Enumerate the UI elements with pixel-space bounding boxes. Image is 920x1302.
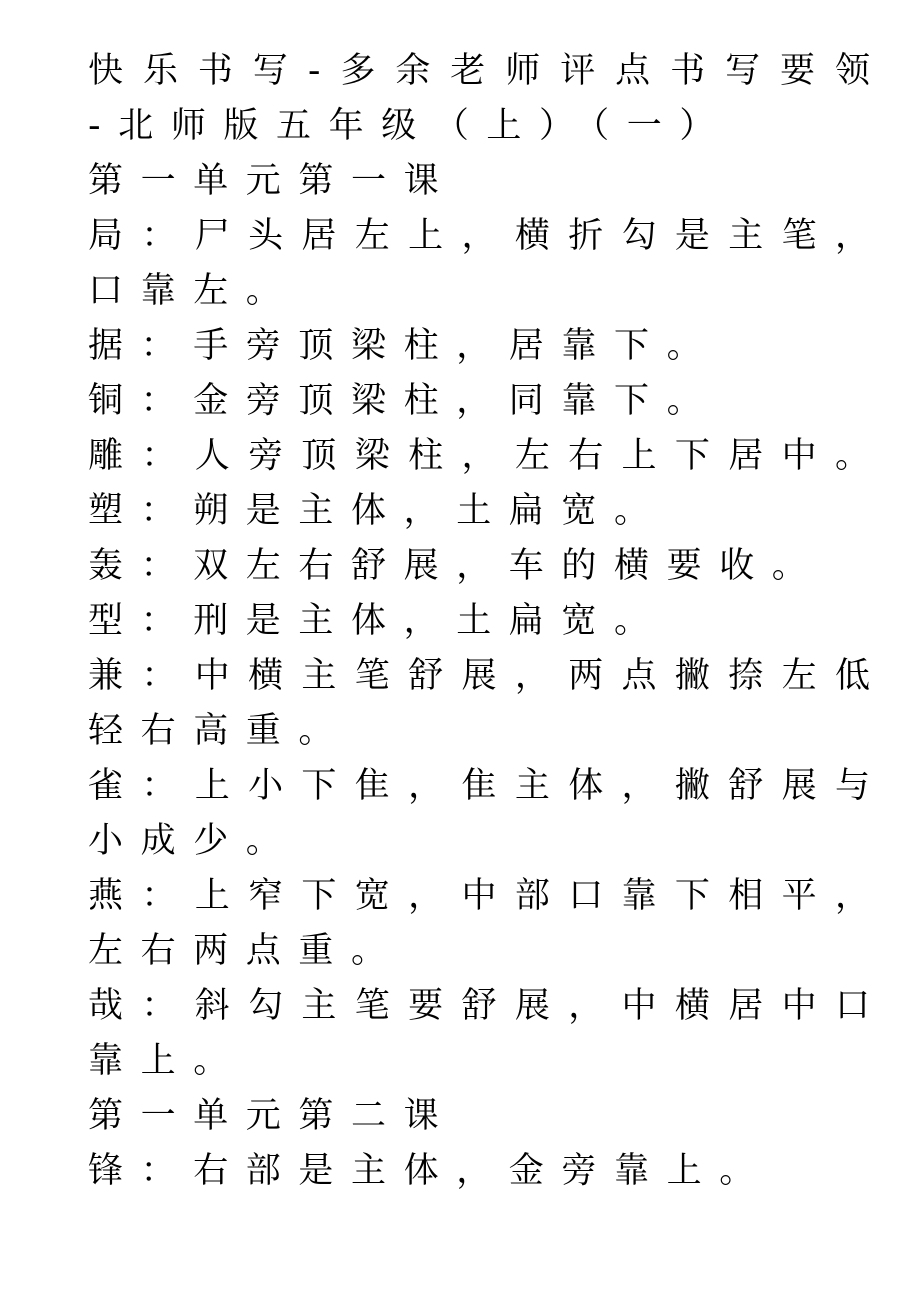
entry-zai-line-1: 哉​：​斜​勾​主​笔​要​舒​展​，​中​横​居​中​口 [88, 986, 870, 1026]
document-title-line-2: -北师版五年级（上）（一） [88, 106, 732, 146]
entry-diao: 雕​：​人​旁​顶​梁​柱​，​左​右​上​下​居​中​。 [88, 436, 870, 476]
entry-yan-line-1: 燕​：​上​窄​下​宽​，​中​部​口​靠​下​相​平​， [88, 876, 870, 916]
entry-ju-ju: 据：手旁顶梁柱，居靠下。 [88, 326, 720, 366]
document-title-line-1: 快​乐​书​写​-​多​余​老​师​评​点​书​写​要​领 [88, 51, 870, 91]
entry-ju-line-2: 口靠左。 [88, 271, 299, 311]
entry-jian-line-2: 轻右高重。 [88, 711, 352, 751]
entry-yan-line-2: 左右两点重。 [88, 931, 404, 971]
entry-que-line-1: 雀​：​上​小​下​隹​，​隹​主​体​，​撇​舒​展​与 [88, 766, 870, 806]
entry-xing: 型：刑是主体，土扁宽。 [88, 601, 667, 641]
entry-que-line-2: 小成少。 [88, 821, 299, 861]
entry-hong: 轰：双左右舒展，车的横要收。 [88, 546, 825, 586]
lesson-1-heading: 第一单元第一课 [88, 161, 457, 201]
entry-ju-line-1: 局​：​尸​头​居​左​上​，​横​折​勾​是​主​笔​， [88, 216, 870, 256]
entry-tong: 铜：金旁顶梁柱，同靠下。 [88, 381, 720, 421]
entry-zai-line-2: 靠上。 [88, 1041, 246, 1081]
entry-feng: 锋：右部是主体，金旁靠上。 [88, 1151, 772, 1191]
document-page [88, 44, 870, 1199]
entry-su: 塑：朔是主体，土扁宽。 [88, 491, 667, 531]
entry-jian-line-1: 兼​：​中​横​主​笔​舒​展​，​两​点​撇​捺​左​低 [88, 656, 870, 696]
lesson-2-heading: 第一单元第二课 [88, 1096, 457, 1136]
